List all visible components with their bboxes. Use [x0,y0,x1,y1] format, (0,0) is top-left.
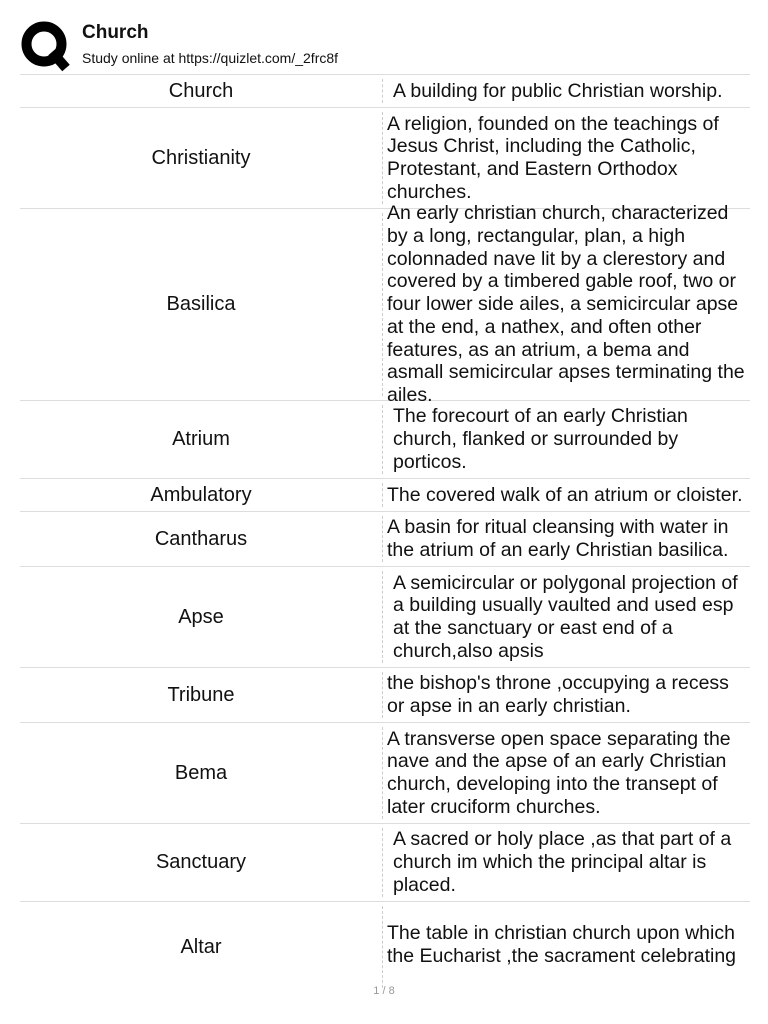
table-row [20,479,750,512]
page-indicator: 1 / 8 [373,985,395,997]
term-cell: Apse [178,605,224,628]
definition-cell: A sacred or holy place ,as that part of a church im which the principal altar is placed. [393,828,732,896]
definition-cell: An early christian church, characterized by a long, rectangular, plan, a high colonnaded nave lit by a clerestory and covered by a timbered gable roof, two or four lower side ailes, a semicircular apse at the end, a nathex, and often other features, as an atrium, a bema and asmall semicircular apses terminating the ailes. [387,202,745,406]
table-row [20,512,750,567]
term-cell: Basilica [166,293,236,315]
table-row [20,401,750,479]
table-row [20,902,750,992]
term-cell: Altar [180,935,222,958]
term-cell: Cantharus [154,527,248,550]
table-row [20,75,750,108]
term-cell: Sanctuary [155,851,247,873]
definition-cell: the bishop's throne ,occupying a recess or apse in an early christian. [387,672,729,717]
definition-cell: The table in christian church upon which the Eucharist ,the sacrament celebrating [387,922,737,967]
term-cell: Christianity [151,146,251,169]
page-title: Church [82,22,149,43]
term-cell: Atrium [172,428,230,450]
definition-cell: A religion, founded on the teachings of Jesus Christ, including the Catholic, Protestant, and Eastern Orthodox churches. [387,112,719,203]
table-row [20,108,750,209]
page-header [20,18,750,74]
definition-cell: The covered walk of an atrium or cloister. [387,483,743,506]
quizlet-logo-icon [20,20,70,72]
term-cell: Church [168,79,234,102]
table-row [20,202,750,406]
definition-cell: A semicircular or polygonal projection of a building usually vaulted and used esp at the sanctuary or east end of a church,also apsis [393,571,738,662]
table-row [20,723,750,824]
table-row [20,567,750,668]
definition-cell: A basin for ritual cleansing with water in the atrium of an early Christian basilica. [387,516,729,561]
flashcard-table [20,74,750,992]
definition-cell: The forecourt of an early Christian church, flanked or surrounded by porticos. [393,405,688,473]
study-online-link[interactable]: Study online at https://quizlet.com/_2frc8f [82,50,339,66]
term-cell: Tribune [167,683,235,706]
definition-cell: A building for public Christian worship. [393,79,723,102]
term-cell: Ambulatory [150,483,252,506]
table-row [20,824,750,902]
table-row [20,668,750,723]
definition-cell: A transverse open space separating the nave and the apse of an early Christian church, developing into the transept of later cruciform churches. [387,727,731,818]
term-cell: Bema [174,761,228,784]
